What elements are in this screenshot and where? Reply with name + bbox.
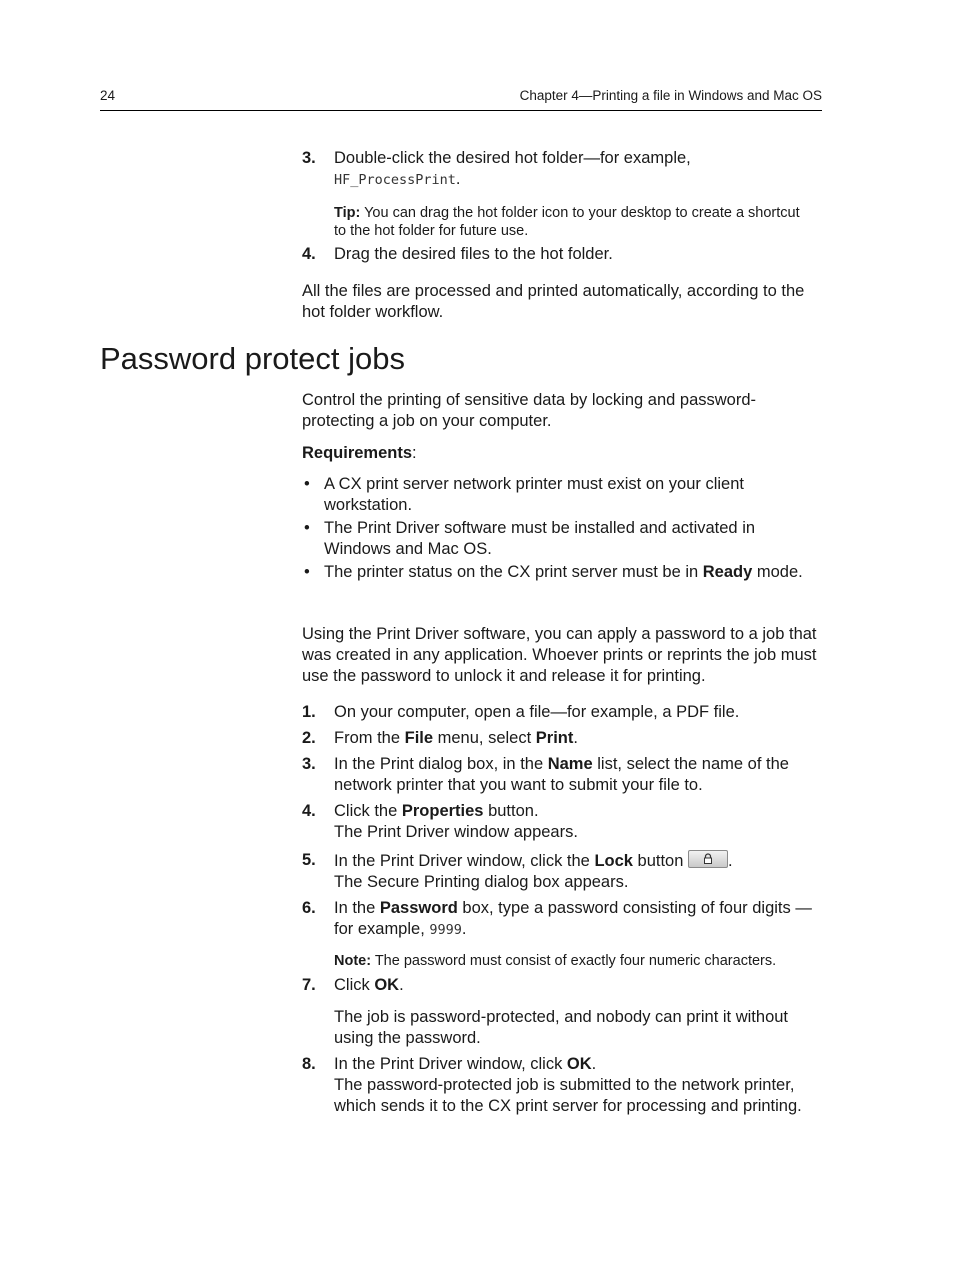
page-number: 24	[100, 88, 116, 103]
step-3-select-printer: In the Print dialog box, in the Name list, select the name of the network printer that you want to submit your file to.	[334, 755, 789, 794]
step-7-click-ok: Click OK.	[334, 976, 404, 994]
step-number: 6.	[302, 899, 316, 917]
step-4-drag-files: Drag the desired files to the hot folder.	[334, 245, 613, 263]
step-number: 7.	[302, 976, 316, 994]
requirements-heading: Requirements:	[302, 444, 417, 462]
code-password-example: 9999	[429, 922, 462, 938]
lock-button[interactable]	[688, 850, 728, 868]
summary-paragraph: All the files are processed and printed automatically, according to the hot folder workflow.	[302, 282, 805, 321]
tip-note: Tip: You can drag the hot folder icon to your desktop to create a shortcut to the hot folder for future use.	[334, 205, 800, 239]
step-number: 3.	[302, 755, 316, 773]
step-1-open-file: On your computer, open a file—for example, a PDF file.	[334, 703, 740, 721]
step-3-hot-folder: Double-click the desired hot folder—for example, HF_ProcessPrint.	[334, 149, 691, 188]
step-2-select-print: From the File menu, select Print.	[334, 729, 578, 747]
page-header	[100, 88, 822, 111]
step-number: 4.	[302, 245, 316, 263]
password-note: Note: The password must consist of exactly four numeric characters.	[334, 953, 777, 969]
step-number: 8.	[302, 1055, 316, 1073]
step-number: 3.	[302, 149, 316, 167]
step-8-submit: In the Print Driver window, click OK. The password-protected job is submitted to the network printer, which sends it to the CX print server for processing and printing.	[334, 1055, 802, 1115]
step-number: 2.	[302, 729, 316, 747]
step-number: 1.	[302, 703, 316, 721]
chapter-title: Chapter 4—Printing a file in Windows and Mac OS	[519, 88, 822, 103]
lock-icon	[703, 853, 713, 864]
requirements-list	[302, 474, 822, 583]
list-item: • The printer status on the CX print server must be in Ready mode.	[304, 563, 803, 581]
list-item: • The Print Driver software must be installed and activated in Windows and Mac OS.	[304, 519, 756, 558]
step-5-lock: In the Print Driver window, click the Lock button . The Secure Printing dialog box appears.	[334, 852, 733, 891]
step-number: 5.	[302, 851, 316, 869]
step-number: 4.	[302, 802, 316, 820]
code-hot-folder: HF_ProcessPrint	[334, 172, 456, 188]
section-title: Password protect jobs	[100, 341, 405, 376]
list-item: • A CX print server network printer must exist on your client workstation.	[304, 475, 744, 514]
step-6-password: In the Password box, type a password consisting of four digits —for example, 9999.	[334, 899, 812, 938]
step-7-result: The job is password-protected, and nobody can print it without using the password.	[334, 1008, 789, 1047]
step-4-properties: Click the Properties button. The Print Driver window appears.	[334, 802, 578, 841]
driver-paragraph: Using the Print Driver software, you can apply a password to a job that was created in any application. Whoever prints or reprints the job must use the password to unlock it and release it for printing.	[302, 625, 817, 685]
intro-paragraph: Control the printing of sensitive data by locking and password-protecting a job on your computer.	[302, 391, 756, 430]
